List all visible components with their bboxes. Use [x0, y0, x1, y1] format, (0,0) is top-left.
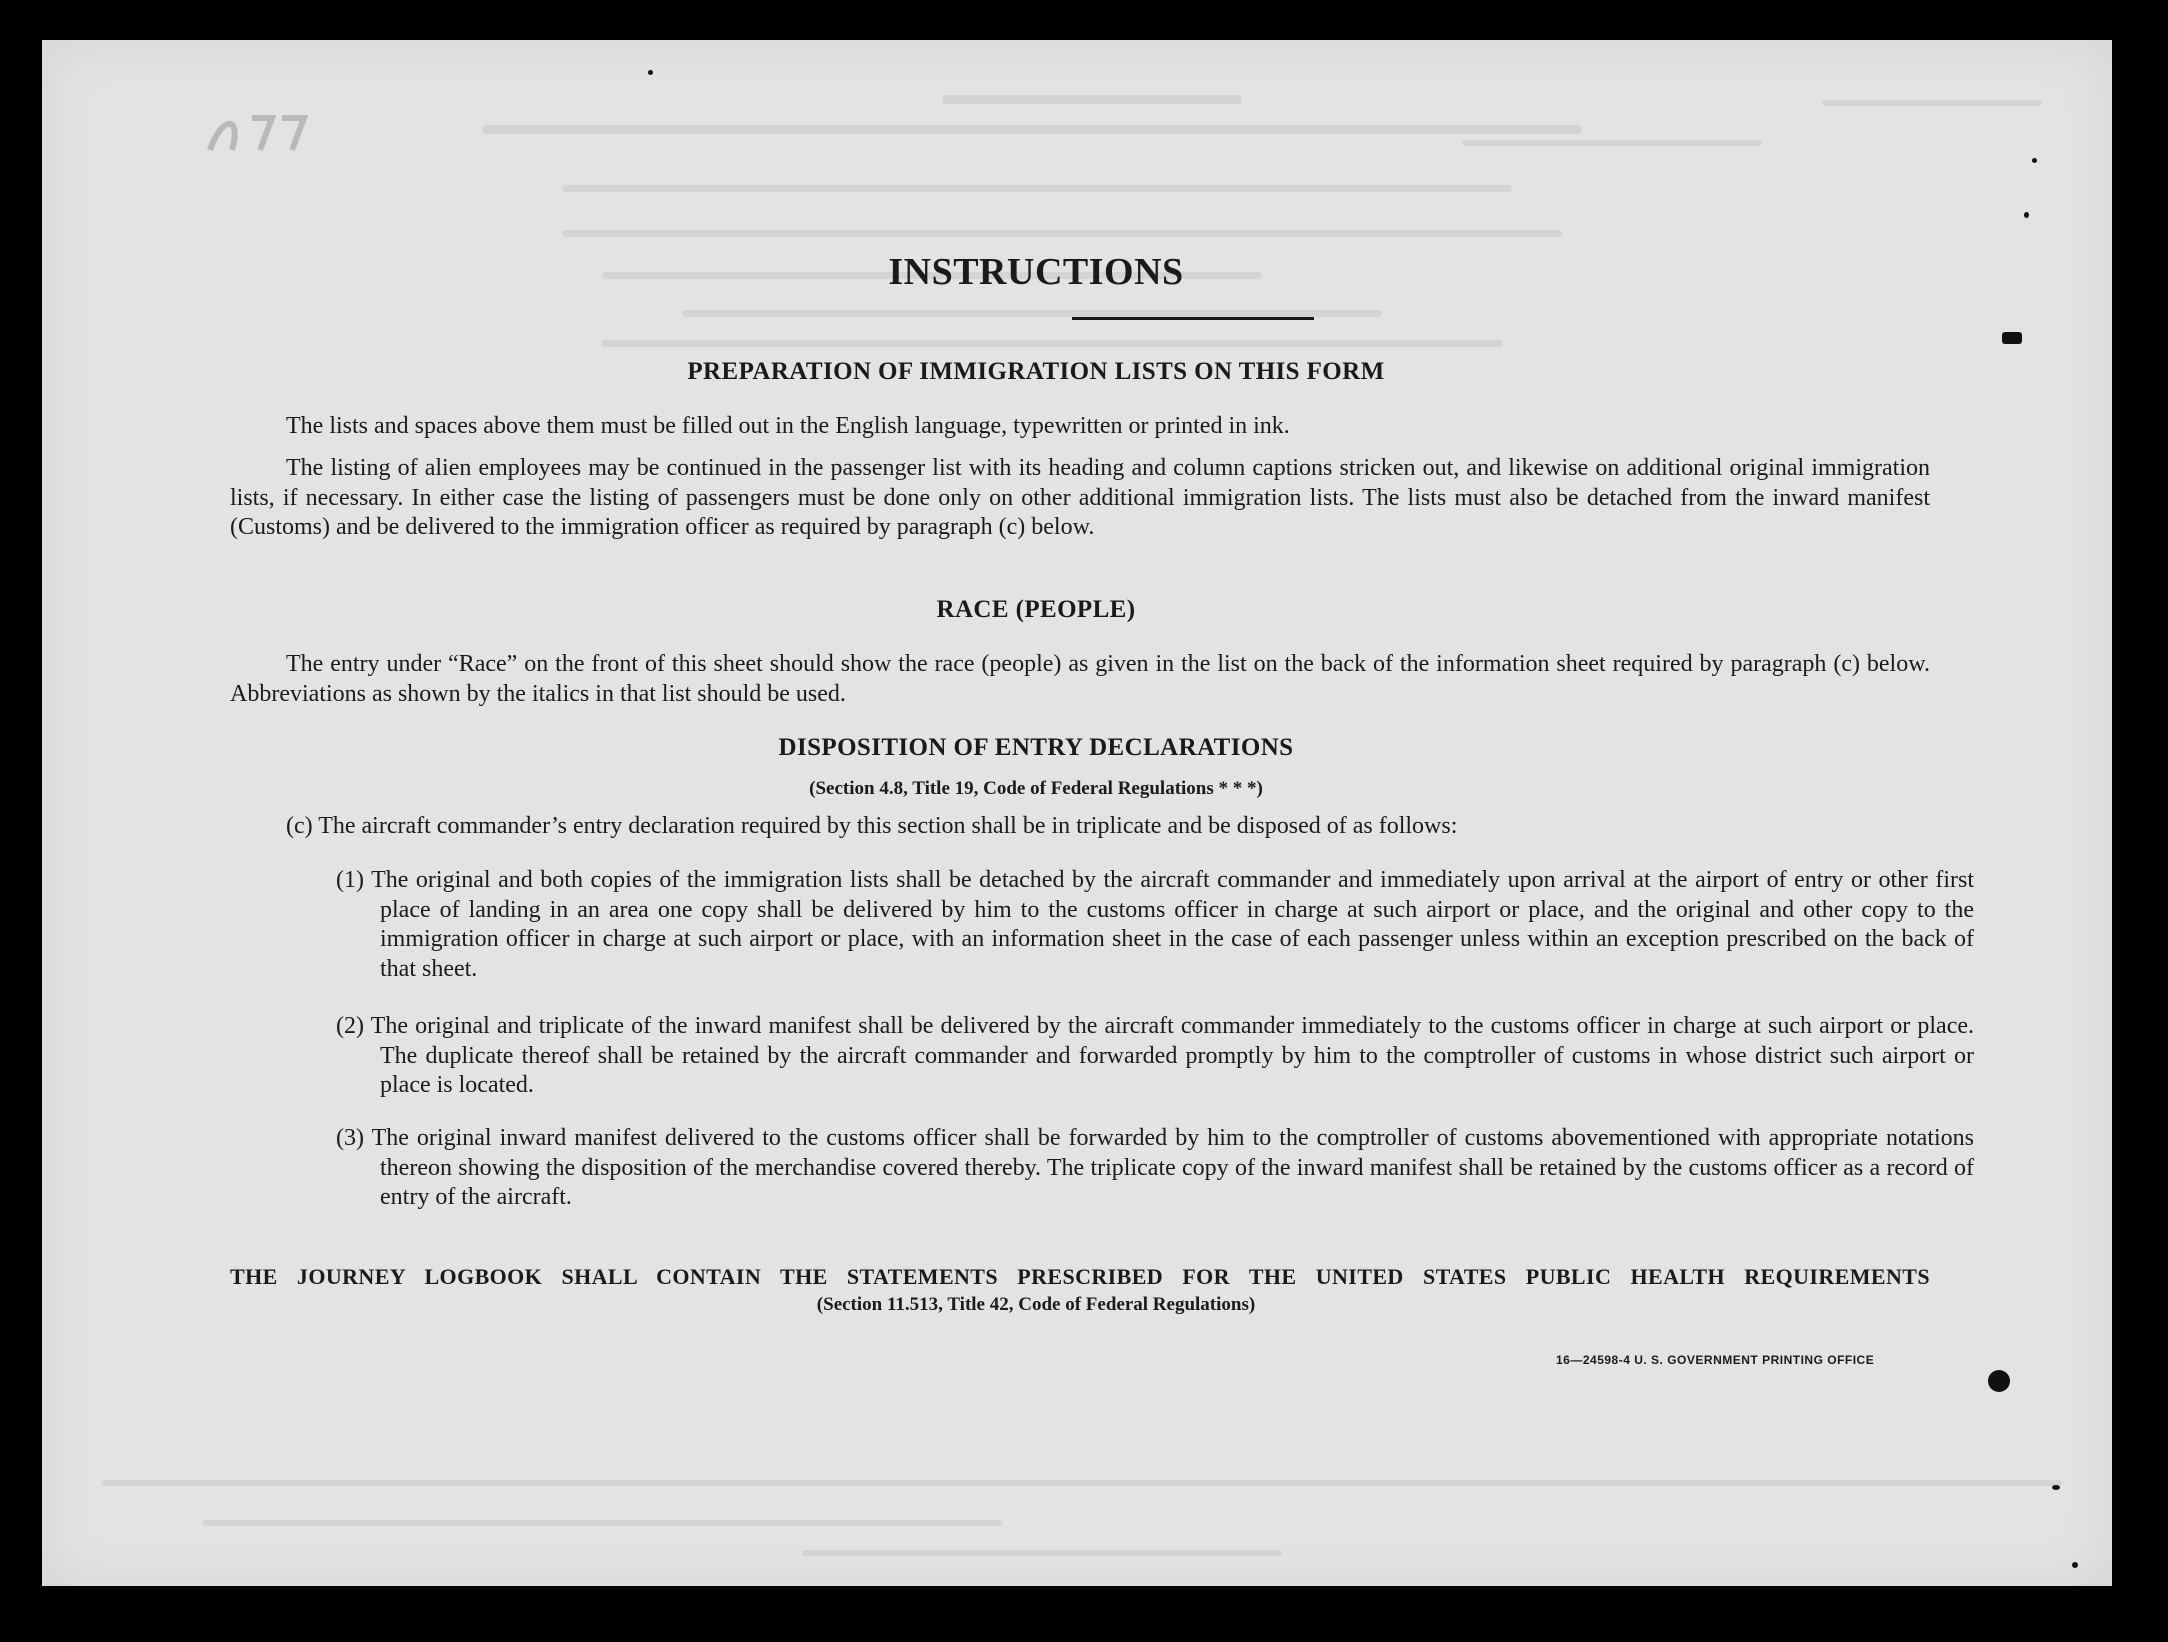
- paragraph-race-entry: The entry under “Race” on the front of this sheet should show the race (people) as given in the list on the back of the information sheet required by paragraph (c) below. Abbreviations as shown by the italics in that list should be used.: [230, 651, 1930, 707]
- heading-preparation: PREPARATION OF IMMIGRATION LISTS ON THIS FORM: [687, 358, 1385, 385]
- list-item-1: (1) The original and both copies of the immigration lists shall be detached by the aircraft commander and immediately upon arrival at the airport of entry or other first place of landing in an area one copy shall be delivered by him to the customs officer in charge at such airport or place, and the original and other copy to the immigration officer in charge at such airport or place, with an information sheet in the case of each passenger unless within an exception prescribed on the back of that sheet.: [336, 867, 1974, 982]
- citation-title-19: (Section 4.8, Title 19, Code of Federal Regulations * * *): [809, 778, 1263, 799]
- title-underline: [1072, 317, 1314, 320]
- health-requirements-statement: THE JOURNEY LOGBOOK SHALL CONTAIN THE STATEMENTS PRESCRIBED FOR THE UNITED STATES PUBLIC HEALTH REQUIREMENTS: [230, 1264, 1930, 1289]
- paragraph-english-language: The lists and spaces above them must be filled out in the English language, typewritten or printed in ink.: [286, 413, 1290, 439]
- heading-race: RACE (PEOPLE): [936, 596, 1136, 623]
- citation-title-42: (Section 11.513, Title 42, Code of Federal Regulations): [816, 1294, 1256, 1315]
- list-item-3: (3) The original inward manifest delivered to the customs officer shall be forwarded by him to the comptroller of customs abovementioned with appropriate notations thereon showing the disposition of the merchandise covered thereby. The triplicate copy of the inward manifest shall be retained by the customs officer as a record of entry of the aircraft.: [336, 1125, 1974, 1210]
- heading-disposition: DISPOSITION OF ENTRY DECLARATIONS: [778, 734, 1294, 761]
- printer-code: 16—24598‑4 U. S. GOVERNMENT PRINTING OFFICE: [1556, 1353, 1875, 1367]
- paragraph-alien-employees: The listing of alien employees may be continued in the passenger list with its heading and column captions stricken out, and likewise on additional original immigration lists, if necessary. In either case the listing of passengers must be done only on other additional immigration lists. The lists must also be detached from the inward manifest (Customs) and be delivered to the immigration officer as required by paragraph (c) below.: [230, 455, 1930, 540]
- paragraph-c-intro: (c) The aircraft commander’s entry declaration required by this section shall be in triplicate and be disposed of as follows:: [286, 813, 1458, 839]
- list-item-2: (2) The original and triplicate of the inward manifest shall be delivered by the aircraft commander immediately to the customs officer in charge at such airport or place. The duplicate thereof shall be retained by the aircraft commander and forwarded promptly by him to the comptroller of customs in whose district such airport or place is located.: [336, 1013, 1974, 1098]
- ghost-page-number-mark: [202, 110, 312, 158]
- page-title: INSTRUCTIONS: [888, 251, 1184, 293]
